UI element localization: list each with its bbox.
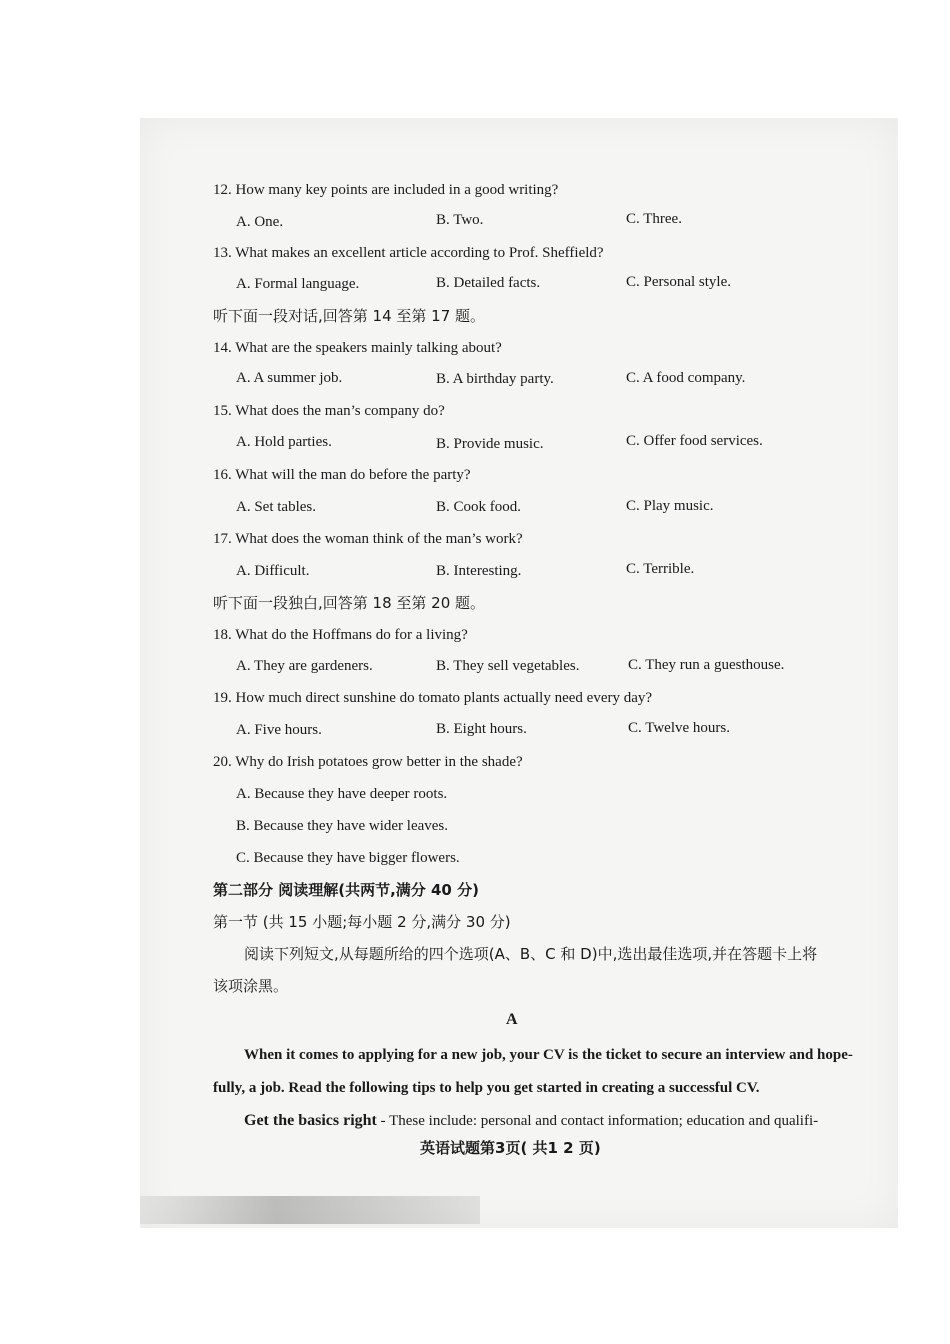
q12-option-b: B. Two.: [436, 212, 484, 228]
instruction-14-17: 听下面一段对话,回答第 14 至第 17 题。: [213, 307, 486, 325]
q13-option-a: A. Formal language.: [236, 276, 360, 292]
page-footer: 英语试题第3页( 共1 2 页): [420, 1139, 601, 1157]
q18-option-b: B. They sell vegetables.: [436, 658, 580, 674]
q17-option-b: B. Interesting.: [436, 563, 522, 579]
q12-option-a: A. One.: [236, 214, 284, 230]
passage-line-1: When it comes to applying for a new job, your CV is the ticket to secure an interview and hope-: [244, 1047, 853, 1063]
question-17: 17. What does the woman think of the man’s work?: [213, 531, 523, 547]
question-14: 14. What are the speakers mainly talking about?: [213, 340, 502, 356]
q19-option-b: B. Eight hours.: [436, 721, 527, 737]
directions-line-1: 阅读下列短文,从每题所给的四个选项(A、B、C 和 D)中,选出最佳选项,并在答题卡上将: [244, 945, 818, 963]
question-16: 16. What will the man do before the party?: [213, 467, 471, 483]
question-19: 19. How much direct sunshine do tomato plants actually need every day?: [213, 690, 653, 706]
q16-option-b: B. Cook food.: [436, 499, 522, 515]
q19-option-c: C. Twelve hours.: [628, 720, 730, 736]
q14-option-b: B. A birthday party.: [436, 371, 554, 387]
directions-line-2: 该项涂黑。: [213, 977, 289, 995]
q14-option-c: C. A food company.: [626, 370, 746, 386]
q18-option-a: A. They are gardeners.: [236, 658, 373, 674]
question-13: 13. What makes an excellent article according to Prof. Sheffield?: [213, 245, 604, 261]
passage-line-3: [244, 1111, 818, 1131]
q13-option-c: C. Personal style.: [626, 274, 731, 290]
q20-option-b: B. Because they have wider leaves.: [236, 818, 448, 834]
q18-option-c: C. They run a guesthouse.: [628, 657, 785, 673]
basics-heading: Get the basics right: [244, 1112, 377, 1129]
part2-heading: 第二部分 阅读理解(共两节,满分 40 分): [213, 881, 479, 899]
question-12: 12. How many key points are included in a good writing?: [213, 182, 559, 198]
passage-label: A: [506, 1011, 518, 1028]
instruction-18-20: 听下面一段独白,回答第 18 至第 20 题。: [213, 594, 486, 612]
q15-option-c: C. Offer food services.: [626, 433, 763, 449]
scan-shadow: [140, 1196, 480, 1224]
q16-option-a: A. Set tables.: [236, 499, 316, 515]
question-18: 18. What do the Hoffmans do for a living?: [213, 627, 468, 643]
q20-option-c: C. Because they have bigger flowers.: [236, 850, 460, 866]
q19-option-a: A. Five hours.: [236, 722, 322, 738]
q15-option-b: B. Provide music.: [436, 436, 544, 452]
q17-option-a: A. Difficult.: [236, 563, 310, 579]
q13-option-b: B. Detailed facts.: [436, 275, 541, 291]
question-15: 15. What does the man’s company do?: [213, 403, 445, 419]
q16-option-c: C. Play music.: [626, 498, 714, 514]
q20-option-a: A. Because they have deeper roots.: [236, 786, 448, 802]
passage-line-2: fully, a job. Read the following tips to help you get started in creating a successful CV.: [213, 1080, 760, 1096]
q17-option-c: C. Terrible.: [626, 561, 695, 577]
section1-heading: 第一节 (共 15 小题;每小题 2 分,满分 30 分): [213, 913, 511, 931]
question-20: 20. Why do Irish potatoes grow better in the shade?: [213, 754, 523, 770]
q15-option-a: A. Hold parties.: [236, 434, 332, 450]
q12-option-c: C. Three.: [626, 211, 682, 227]
basics-text: - These include: personal and contact information; education and qualifi-: [376, 1113, 819, 1129]
q14-option-a: A. A summer job.: [236, 370, 343, 386]
